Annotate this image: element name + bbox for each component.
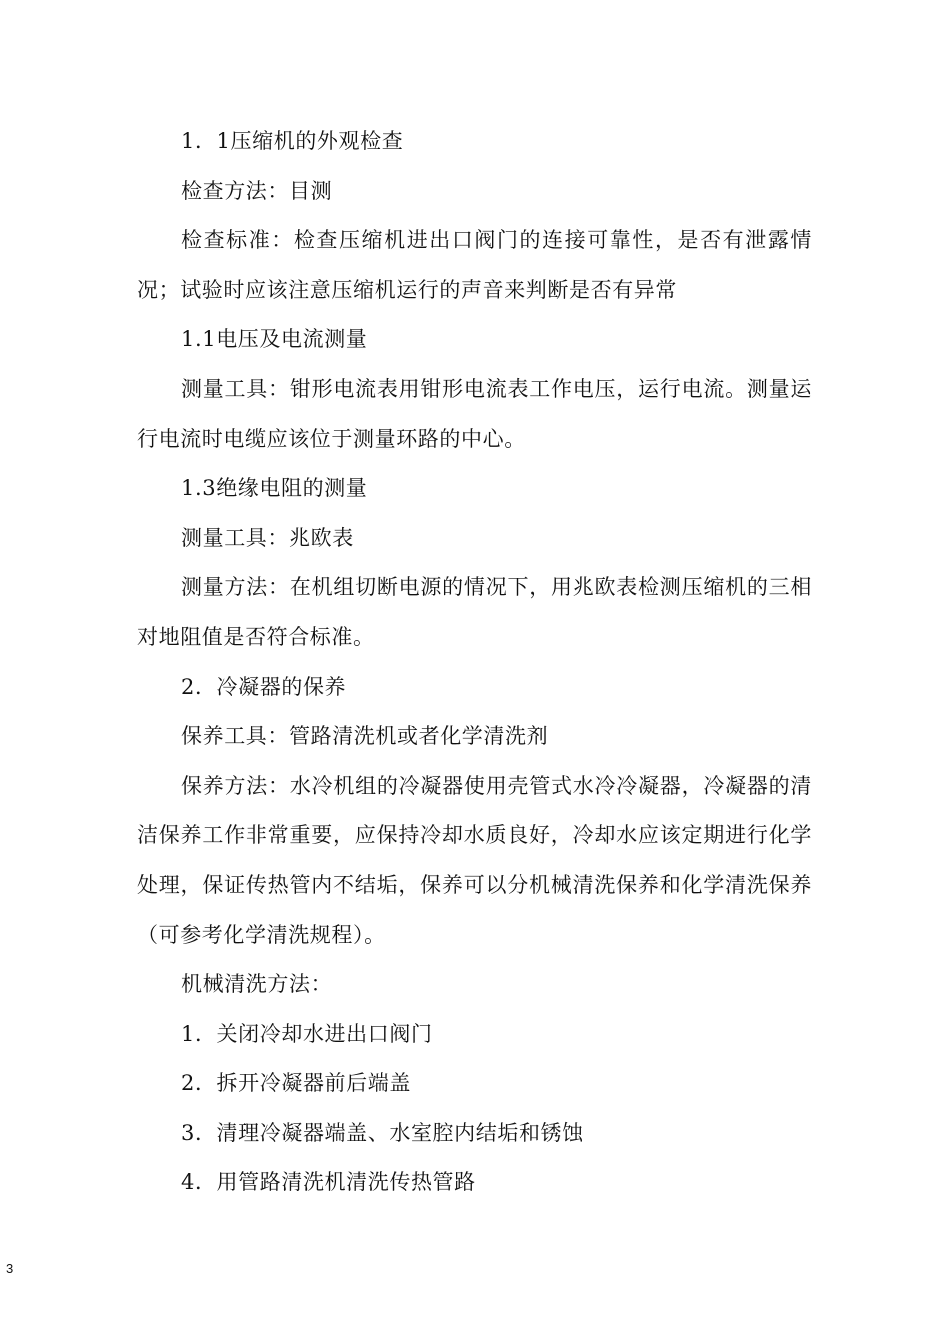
list-item-step-3: 3．清理冷凝器端盖、水室腔内结垢和锈蚀 [181,1120,584,1145]
list-item-step-1: 1．关闭冷却水进出口阀门 [181,1021,433,1046]
paragraph-maintenance-tools: 保养工具：管路清洗机或者化学清洗剂 [181,724,549,749]
list-item-step-4: 4．用管路清洗机清洗传热管路 [181,1170,476,1195]
heading-insulation-resistance-measurement: 1.3绝缘电阻的测量 [181,476,368,501]
paragraph-measurement-tool-megohmmeter: 测量工具：兆欧表 [181,525,354,550]
paragraph-maintenance-method: 保养方法：水冷机组的冷凝器使用壳管式水冷冷凝器，冷凝器的清洁保养工作非常重要，应保持冷却水质良好，冷却水应该定期进行化学处理，保证传热管内不结垢，保养可以分机械清洗保养和化学清洗保养（可参考化学清洗规程）。 [137,773,812,947]
document-body [137,117,812,1208]
heading-voltage-current-measurement: 1.1电压及电流测量 [181,327,368,352]
paragraph-mechanical-cleaning-method: 机械清洗方法： [181,972,333,997]
page-number: 3 [6,1261,14,1276]
paragraph-measurement-method: 测量方法：在机组切断电源的情况下，用兆欧表检测压缩机的三相对地阻值是否符合标准。 [137,575,812,649]
paragraph-check-method: 检查方法：目测 [181,178,333,203]
paragraph-measurement-tool-clamp-meter: 测量工具：钳形电流表用钳形电流表工作电压，运行电流。测量运行电流时电缆应该位于测量环路的中心。 [137,376,812,451]
heading-condenser-maintenance: 2．冷凝器的保养 [181,674,347,699]
heading-compressor-appearance-check: 1．1压缩机的外观检查 [181,129,404,153]
list-item-step-2: 2．拆开冷凝器前后端盖 [181,1071,411,1096]
paragraph-check-standard: 检查标准：检查压缩机进出口阀门的连接可靠性，是否有泄露情况；试验时应该注意压缩机运行的声音来判断是否有异常 [137,228,812,302]
